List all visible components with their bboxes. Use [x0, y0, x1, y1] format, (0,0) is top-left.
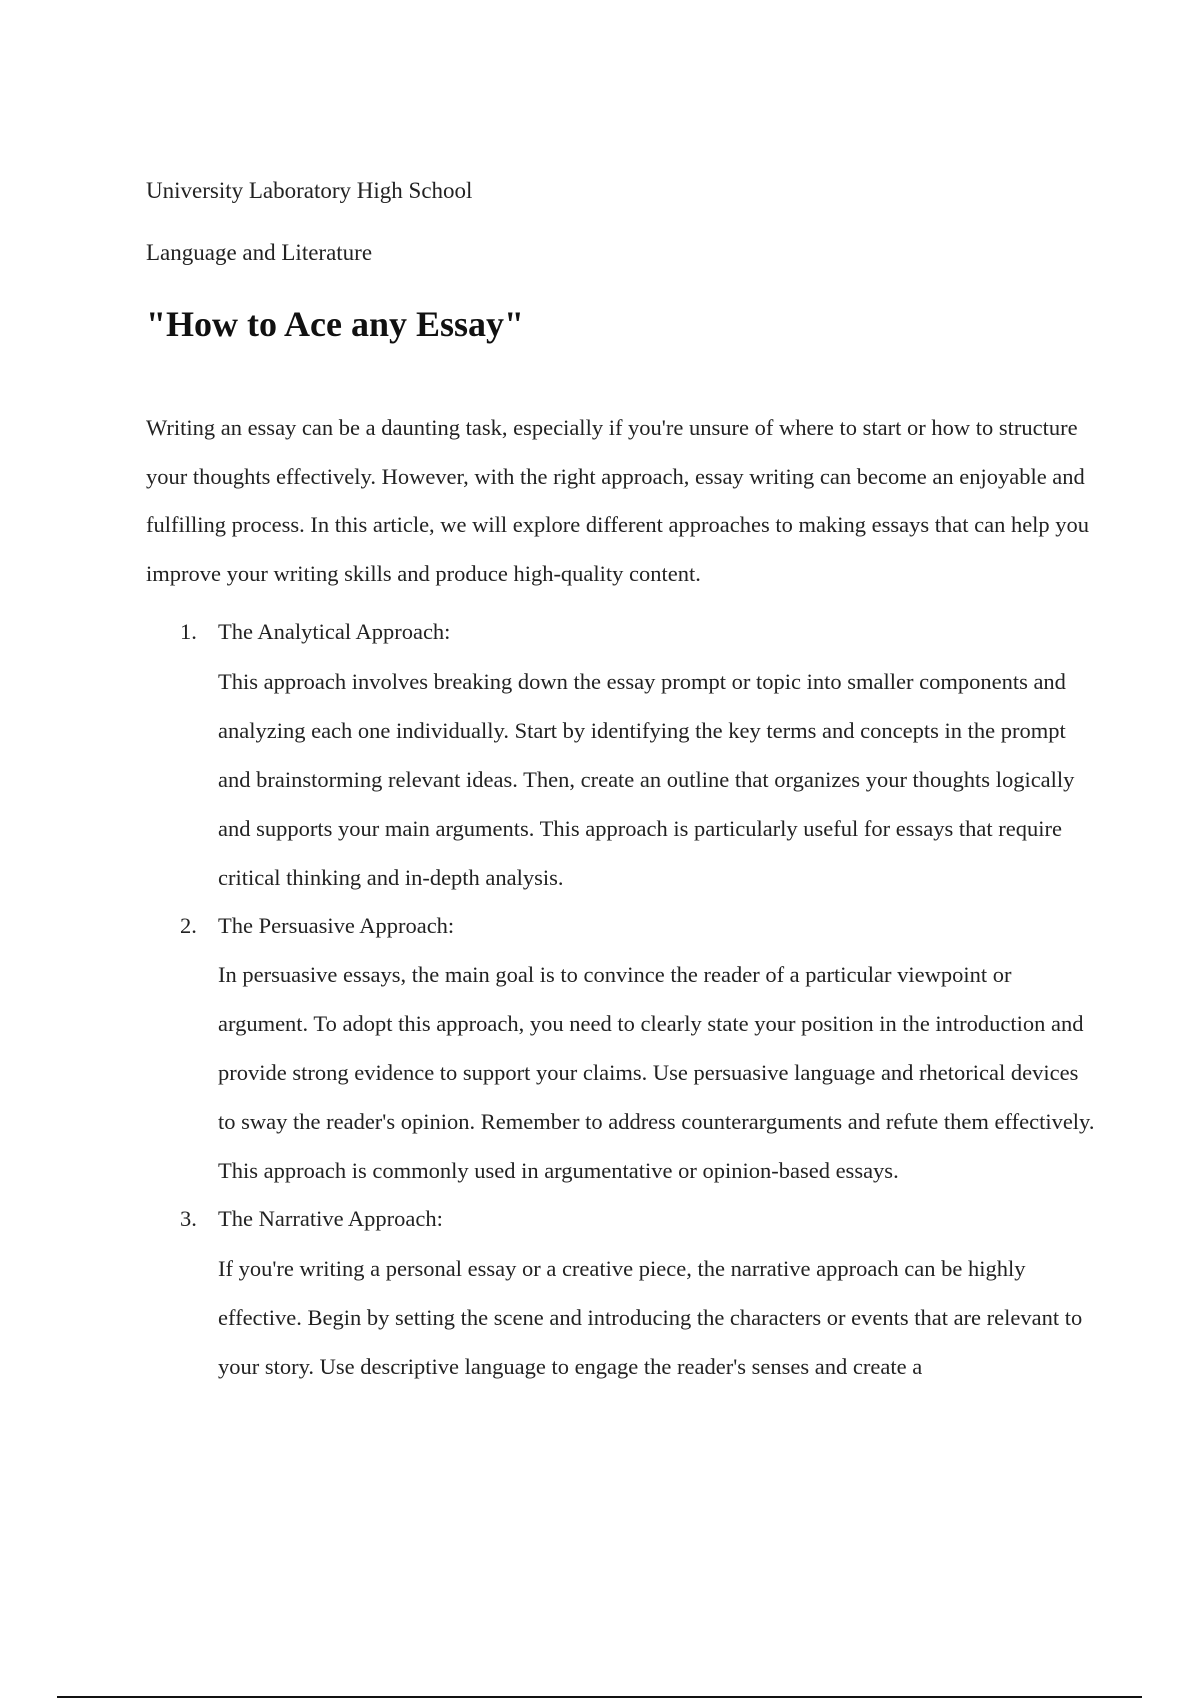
course-name: Language and Literature [146, 240, 373, 265]
approaches-list [146, 608, 1096, 1391]
essay-title: "How to Ace any Essay" [146, 304, 524, 344]
list-item-text: If you're writing a personal essay or a creative piece, the narrative approach can be highly effective. Begin by setting the scene and introducing the characters or events that are relevant to your story. Use descriptive language to engage the reader's senses and create a [218, 1255, 1083, 1379]
list-item-number: 1. [180, 619, 197, 644]
list-item-heading: The Persuasive Approach: [218, 912, 455, 938]
list-item [146, 1195, 1096, 1391]
list-item-heading: The Narrative Approach: [218, 1206, 443, 1231]
list-item-number: 3. [180, 1206, 197, 1231]
school-name: University Laboratory High School [146, 178, 473, 203]
list-item-text: In persuasive essays, the main goal is to convince the reader of a particular viewpoint or argument. To adopt this approach, you need to clearly state your position in the introduction and provide strong evidence to support your claims. Use persuasive language and rhetorical devices to sway the reader's opinion. Remember to address counterarguments and refute them effectively. This approach is commonly used in argumentative or opinion-based essays. [218, 962, 1095, 1183]
list-item [146, 608, 1096, 902]
list-item-number: 2. [180, 912, 197, 938]
list-item-text: This approach involves breaking down the essay prompt or topic into smaller components and analyzing each one individually. Start by identifying the key terms and concepts in the prompt and brainstorming relevant ideas. Then, create an outline that organizes your thoughts logically and supports your main arguments. This approach is particularly useful for essays that require critical thinking and in-depth analysis. [218, 668, 1075, 890]
footer-divider [57, 1696, 1142, 1698]
intro-paragraph: Writing an essay can be a daunting task, especially if you're unsure of where to start or how to structure your thoughts effectively. However, with the right approach, essay writing can become an enjoyable and fulfilling process. In this article, we will explore different approaches to making essays that can help you improve your writing skills and produce high-quality content. [146, 415, 1090, 586]
list-item-heading: The Analytical Approach: [218, 619, 451, 644]
list-item [146, 902, 1096, 1196]
